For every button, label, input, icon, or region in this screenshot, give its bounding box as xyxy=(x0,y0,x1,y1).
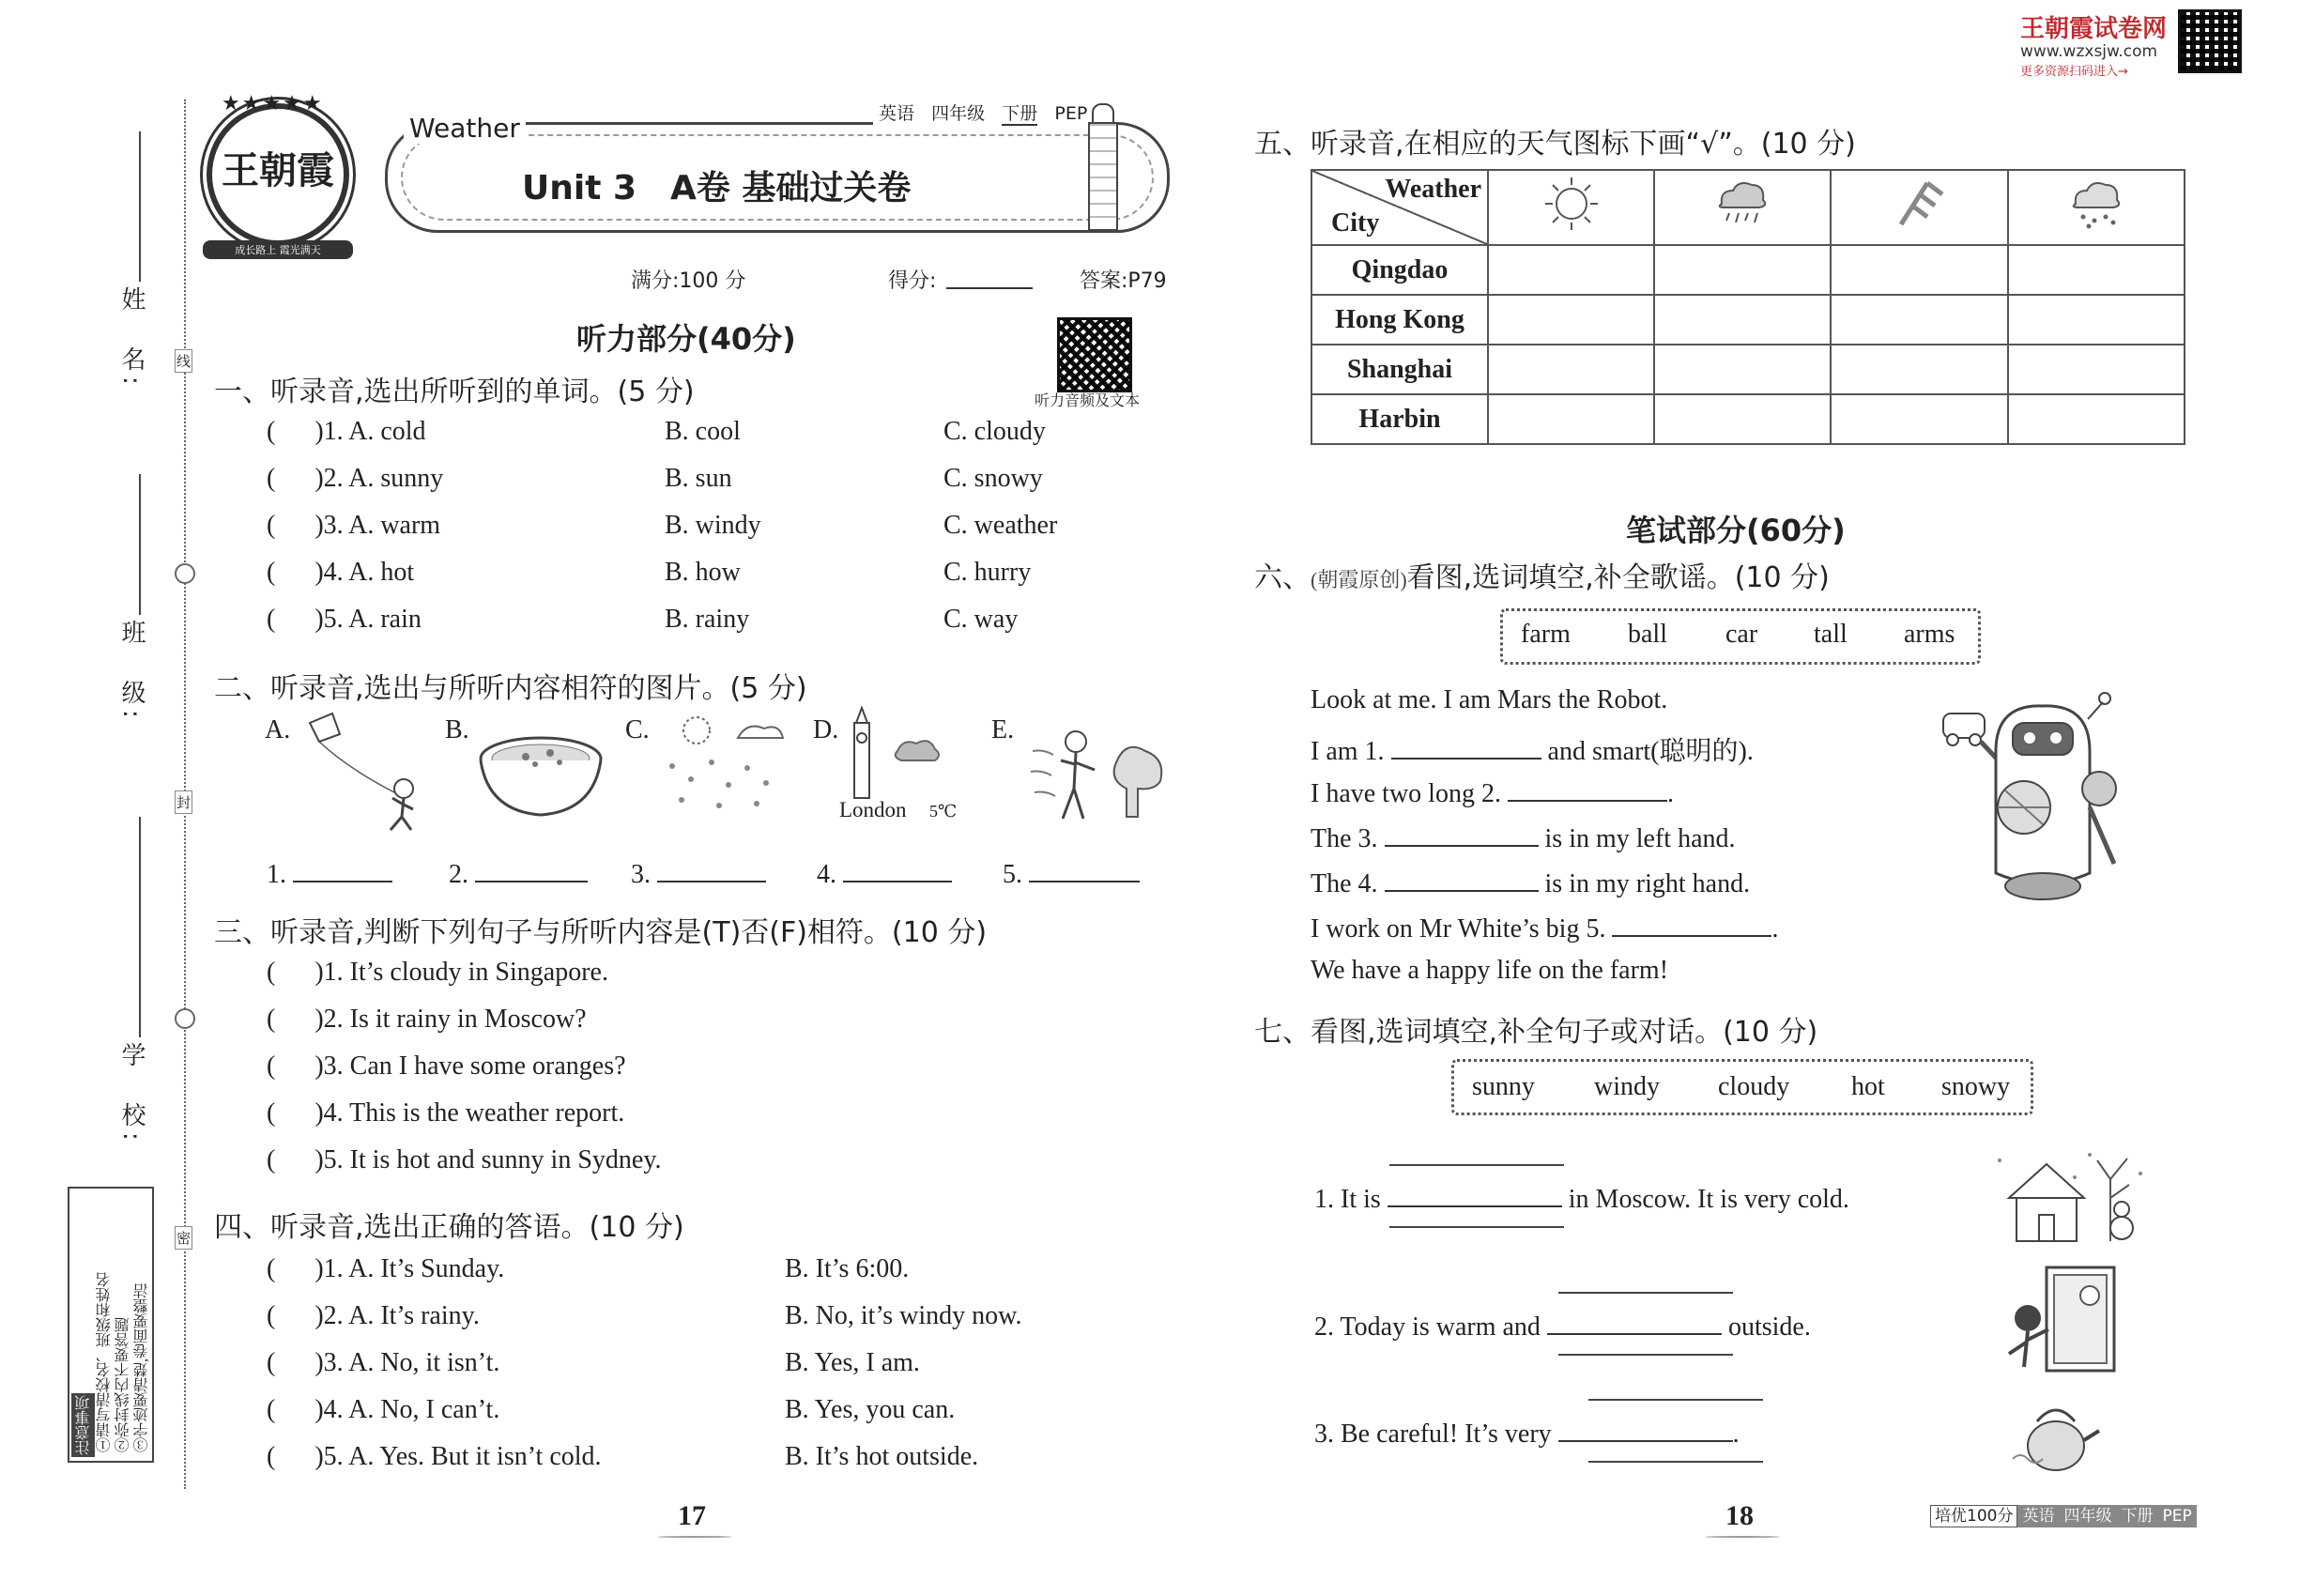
s7-item2-line-bottom xyxy=(1558,1354,1733,1356)
logo-badge xyxy=(207,103,349,256)
section4-title: 四、听录音,选出正确的答语。(10 分) xyxy=(214,1211,684,1244)
poem-blank-4[interactable] xyxy=(1385,866,1539,892)
s2-blank-1[interactable] xyxy=(293,856,392,882)
school-line xyxy=(139,817,141,1037)
s4-bracket-1[interactable]: ( xyxy=(267,1254,276,1283)
rainy-icon xyxy=(1712,176,1772,232)
s1-row-5: ( )5. A. rain xyxy=(267,605,422,634)
window-girl-picture xyxy=(2000,1264,2122,1376)
site-url: www.wzxsjw.com xyxy=(2020,42,2158,61)
s1-row-3: ( )3. A. warm xyxy=(267,511,441,540)
s6-word-1: farm xyxy=(1521,620,1571,649)
windy-icon xyxy=(1890,174,1950,234)
cell-hongkong-sunny[interactable] xyxy=(1488,295,1654,345)
s4-bracket-5[interactable]: ( xyxy=(267,1442,276,1471)
s7-word-2: windy xyxy=(1594,1072,1660,1101)
s1-option-c-1: C. cloudy xyxy=(943,417,1046,446)
table-corner xyxy=(1311,170,1488,245)
s6-word-2: ball xyxy=(1628,620,1667,649)
note-1: ①请写清校名、班级和姓名 xyxy=(97,1272,113,1452)
s4-option-b-1: B. It’s 6:00. xyxy=(785,1254,910,1283)
section7-title: 七、看图,选词填空,补全句子或对话。(10 分) xyxy=(1254,1016,1818,1049)
s2-letter-e: E. xyxy=(991,715,1015,744)
cell-shanghai-sunny[interactable] xyxy=(1488,345,1654,394)
s2-letter-d: D. xyxy=(813,715,839,744)
s7-word-4: hot xyxy=(1851,1072,1885,1101)
s3-bracket-3[interactable]: ( xyxy=(267,1051,276,1081)
s3-row-5: ( )5. It is hot and sunny in Sydney. xyxy=(267,1145,662,1174)
s4-row-2: ( )2. A. It’s rainy. xyxy=(267,1301,480,1330)
cell-qingdao-windy[interactable] xyxy=(1831,245,2007,295)
poem-blank-3[interactable] xyxy=(1385,821,1539,847)
s7-item-1: 1. It is in Moscow. It is very cold. xyxy=(1314,1181,1849,1215)
s7-item-2: 2. Today is warm and outside. xyxy=(1314,1309,1811,1343)
site-qr-code xyxy=(2178,9,2242,73)
windy-boy-picture xyxy=(1023,723,1173,826)
s1-bracket-2[interactable]: ( xyxy=(267,464,276,493)
soup-bowl-picture xyxy=(475,730,606,824)
s4-row-4: ( )4. A. No, I can’t. xyxy=(267,1395,500,1424)
cell-shanghai-windy[interactable] xyxy=(1831,345,2007,394)
s2-blank-4[interactable] xyxy=(843,856,952,882)
s7-word-1: sunny xyxy=(1472,1072,1535,1101)
poem-line-5: The 4. is in my right hand. xyxy=(1311,866,1750,899)
lighthouse-icon xyxy=(1084,103,1118,235)
s1-option-c-3: C. weather xyxy=(943,511,1058,540)
s7-word-3: cloudy xyxy=(1718,1072,1790,1101)
class-label: 班 级: xyxy=(117,620,146,724)
s4-option-b-5: B. It’s hot outside. xyxy=(785,1442,979,1471)
s4-option-b-4: B. Yes, you can. xyxy=(785,1395,956,1424)
name-label: 姓 名: xyxy=(117,286,146,391)
note-3: ③字迹要清楚,卷面要整洁 xyxy=(134,1283,150,1452)
s4-row-5: ( )5. A. Yes. But it isn’t cold. xyxy=(267,1442,602,1471)
s6-word-5: arms xyxy=(1904,620,1955,649)
page-number-right: 18 xyxy=(1725,1500,1754,1531)
series-tag-subject: 英语 xyxy=(2017,1505,2059,1527)
s1-option-c-2: C. snowy xyxy=(943,464,1043,493)
s7-item3-line-top xyxy=(1588,1399,1763,1401)
city-shanghai: Shanghai xyxy=(1311,345,1488,394)
s3-row-3: ( )3. Can I have some oranges? xyxy=(267,1051,626,1081)
s7-item3-line-bottom xyxy=(1588,1461,1763,1463)
s2-letter-a: A. xyxy=(265,715,291,744)
cell-harbin-windy[interactable] xyxy=(1831,394,2007,444)
cut-mark-secret: 密 xyxy=(175,1226,192,1250)
gutter-circle-2 xyxy=(175,1008,195,1029)
s1-bracket-4[interactable]: ( xyxy=(267,558,276,587)
poem-line-4: The 3. is in my left hand. xyxy=(1311,821,1736,854)
big-ben-picture xyxy=(845,706,948,800)
topic-label: Weather xyxy=(404,113,526,144)
s4-bracket-2[interactable]: ( xyxy=(267,1301,276,1330)
cell-shanghai-snowy[interactable] xyxy=(2008,345,2185,394)
page-number-left: 17 xyxy=(678,1500,706,1531)
answer-ref: 答案:P79 xyxy=(1080,269,1167,293)
tag-volume: 下册 xyxy=(1002,103,1038,124)
section1-title: 一、听录音,选出所听到的单词。(5 分) xyxy=(214,376,695,408)
s1-option-b-1: B. cool xyxy=(665,417,741,446)
city-qingdao: Qingdao xyxy=(1311,245,1488,295)
s2-blank-5[interactable] xyxy=(1029,856,1140,882)
site-name: 王朝霞试卷网 xyxy=(2020,15,2168,43)
s3-bracket-5[interactable]: ( xyxy=(267,1145,276,1174)
s1-row-4: ( )4. A. hot xyxy=(267,558,415,587)
s7-blank-2[interactable] xyxy=(1547,1309,1722,1335)
poem-line-1: Look at me. I am Mars the Robot. xyxy=(1311,685,1668,714)
series-tag-edition: PEP xyxy=(2157,1505,2196,1527)
s1-option-c-4: C. hurry xyxy=(943,558,1032,587)
name-line xyxy=(139,131,141,282)
score-blank xyxy=(946,287,1033,289)
cell-qingdao-rainy[interactable] xyxy=(1654,245,1831,295)
hot-kettle-picture xyxy=(2009,1393,2103,1478)
s1-row-1: ( )1. A. cold xyxy=(267,417,426,446)
s6-word-3: car xyxy=(1725,620,1758,649)
site-note: 更多资源扫码进入→ xyxy=(2020,65,2128,79)
snowy-house-picture xyxy=(1990,1142,2150,1251)
s2-letter-b: B. xyxy=(445,715,469,744)
s3-row-4: ( )4. This is the weather report. xyxy=(267,1098,625,1128)
s1-option-c-5: C. way xyxy=(943,605,1019,634)
audio-qr-code xyxy=(1057,317,1132,392)
poem-line-3: I have two long 2. . xyxy=(1311,775,1674,809)
rainy-icon-cell xyxy=(1654,170,1831,245)
poem-blank-5[interactable] xyxy=(1612,911,1771,937)
note-2: ②弥封线内不要答题 xyxy=(115,1317,131,1452)
corner-weather: Weather xyxy=(1385,175,1481,204)
logo-stars: ★★★★★ xyxy=(222,92,324,115)
series-badge xyxy=(1930,1502,2197,1526)
written-heading: 笔试部分(60分) xyxy=(1626,513,1846,548)
s1-option-b-5: B. rainy xyxy=(665,605,750,634)
gutter-circle-1 xyxy=(175,563,195,584)
s1-bracket-1[interactable]: ( xyxy=(267,417,276,446)
page-title: Unit 3 A卷 基础过关卷 xyxy=(522,169,912,207)
s2-answer-5: 5. xyxy=(1003,856,1140,890)
section3-title: 三、听录音,判断下列句子与所听内容是(T)否(F)相符。(10 分) xyxy=(214,916,988,949)
s7-blank-3[interactable] xyxy=(1558,1416,1733,1442)
s4-bracket-4[interactable]: ( xyxy=(267,1395,276,1424)
s7-item1-line-bottom xyxy=(1389,1226,1564,1228)
s2-blank-3[interactable] xyxy=(657,856,766,882)
s1-option-b-2: B. sun xyxy=(665,464,732,493)
s4-option-b-2: B. No, it’s windy now. xyxy=(785,1301,1022,1330)
poem-blank-2[interactable] xyxy=(1508,775,1667,802)
header-tags xyxy=(873,100,1093,125)
s1-bracket-3[interactable]: ( xyxy=(267,511,276,540)
poem-line-7: We have a happy life on the farm! xyxy=(1311,956,1669,985)
poem-blank-1[interactable] xyxy=(1391,733,1541,760)
sunny-icon xyxy=(1543,176,1600,232)
s4-option-b-3: B. Yes, I am. xyxy=(785,1348,920,1377)
s3-row-2: ( )2. Is it rainy in Moscow? xyxy=(267,1005,587,1034)
original-tag: (朝霞原创) xyxy=(1311,568,1407,591)
london-label: London xyxy=(839,798,907,821)
weather-table xyxy=(1311,169,2185,445)
logo-motto: 成长路上 霞光满天 xyxy=(203,240,353,259)
snowy-icon-cell xyxy=(2008,170,2185,245)
s2-blank-2[interactable] xyxy=(475,856,588,882)
poem-line-6: I work on Mr White’s big 5. . xyxy=(1311,911,1778,944)
site-brand xyxy=(2020,9,2167,79)
city-harbin: Harbin xyxy=(1311,394,1488,444)
page-swirl-right xyxy=(1705,1536,1780,1538)
cell-hongkong-windy[interactable] xyxy=(1831,295,2007,345)
s2-answer-1: 1. xyxy=(267,856,392,890)
tag-grade: 四年级 xyxy=(931,103,986,124)
series-name: 培优100分 xyxy=(1930,1505,2017,1527)
series-tag-grade: 四年级 xyxy=(2059,1505,2116,1527)
cell-harbin-snowy[interactable] xyxy=(2008,394,2185,444)
notes-title: 注意事项 xyxy=(71,1393,95,1457)
s7-item1-line-top xyxy=(1389,1164,1564,1166)
tag-edition: PEP xyxy=(1054,103,1088,124)
city-hong-kong: Hong Kong xyxy=(1311,295,1488,345)
s1-bracket-5[interactable]: ( xyxy=(267,605,276,634)
class-line xyxy=(139,474,141,615)
snow-scene-picture xyxy=(653,710,794,822)
cut-mark-seal: 封 xyxy=(175,790,192,814)
section5-title: 五、听录音,在相应的天气图标下画“√”。(10 分) xyxy=(1254,128,1856,161)
s7-item-3: 3. Be careful! It’s very . xyxy=(1314,1416,1740,1450)
school-label: 学 校: xyxy=(117,1042,146,1146)
s1-row-2: ( )2. A. sunny xyxy=(267,464,444,493)
s4-row-3: ( )3. A. No, it isn’t. xyxy=(267,1348,500,1377)
qr-caption: 听力音频及文本 xyxy=(1035,393,1141,409)
s1-option-b-3: B. windy xyxy=(665,511,761,540)
sunny-icon-cell xyxy=(1488,170,1654,245)
series-tag-volume: 下册 xyxy=(2116,1505,2157,1527)
cell-shanghai-rainy[interactable] xyxy=(1654,345,1831,394)
robot-picture xyxy=(1940,685,2127,911)
corner-city: City xyxy=(1331,208,1380,238)
s3-bracket-1[interactable]: ( xyxy=(267,958,276,987)
s7-blank-1[interactable] xyxy=(1388,1181,1562,1207)
score-label: 得分: xyxy=(888,269,937,293)
s2-answer-4: 4. xyxy=(817,856,952,890)
s6-word-4: tall xyxy=(1814,620,1848,649)
logo-text: 王朝霞 xyxy=(222,149,334,192)
s3-row-1: ( )1. It’s cloudy in Singapore. xyxy=(267,958,608,987)
s2-answer-2: 2. xyxy=(449,856,588,890)
cell-hongkong-rainy[interactable] xyxy=(1654,295,1831,345)
s2-letter-c: C. xyxy=(625,715,650,744)
listening-heading: 听力部分(40分) xyxy=(576,321,796,357)
section2-title: 二、听录音,选出与所听内容相符的图片。(5 分) xyxy=(214,672,807,705)
s3-bracket-2[interactable]: ( xyxy=(267,1005,276,1034)
tag-subject: 英语 xyxy=(879,103,915,124)
kite-girl-picture xyxy=(291,712,432,834)
cell-hongkong-snowy[interactable] xyxy=(2008,295,2185,345)
snowy-icon xyxy=(2066,176,2126,232)
cell-harbin-rainy[interactable] xyxy=(1654,394,1831,444)
s7-word-5: snowy xyxy=(1941,1072,2011,1101)
windy-icon-cell xyxy=(1831,170,2007,245)
s2-answer-3: 3. xyxy=(631,856,766,890)
s1-option-b-4: B. how xyxy=(665,558,741,587)
s3-bracket-4[interactable]: ( xyxy=(267,1098,276,1128)
cut-mark-line: 线 xyxy=(175,349,192,373)
notes-box xyxy=(68,1187,154,1463)
s7-item2-line-top xyxy=(1558,1292,1733,1294)
cell-qingdao-snowy[interactable] xyxy=(2008,245,2185,295)
full-score: 满分:100 分 xyxy=(631,269,746,293)
poem-line-2: I am 1. and smart(聪明的). xyxy=(1311,730,1754,768)
s4-bracket-3[interactable]: ( xyxy=(267,1348,276,1377)
cell-harbin-sunny[interactable] xyxy=(1488,394,1654,444)
section6-title: 六、(朝霞原创)看图,选词填空,补全歌谣。(10 分) xyxy=(1254,561,1830,594)
cell-qingdao-sunny[interactable] xyxy=(1488,245,1654,295)
page-swirl-left xyxy=(657,1536,732,1538)
s4-row-1: ( )1. A. It’s Sunday. xyxy=(267,1254,505,1283)
london-temp: 5℃ xyxy=(929,802,958,821)
